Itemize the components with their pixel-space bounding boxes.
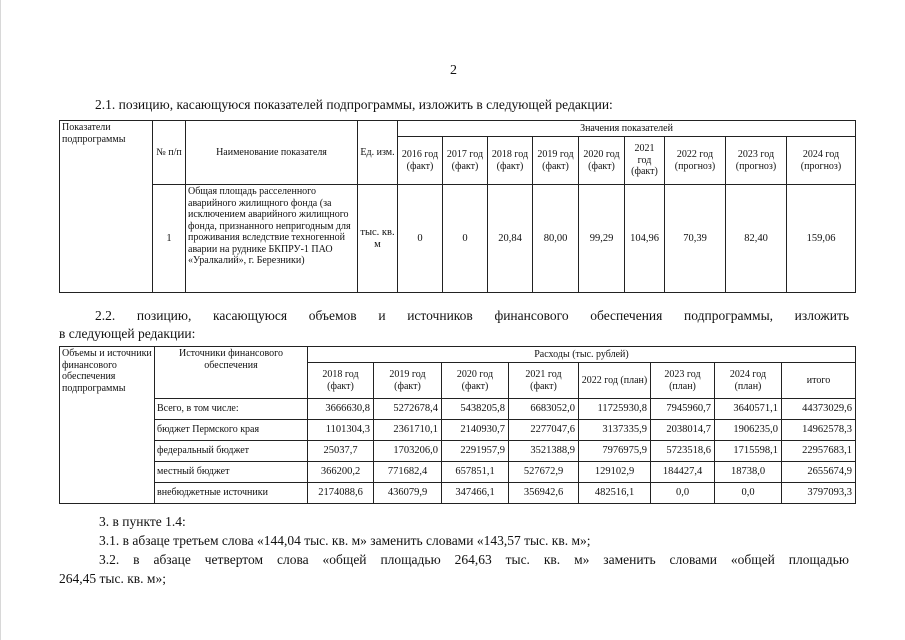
amount-cell: 3640571,1 xyxy=(715,399,782,420)
amount-cell: 3666630,8 xyxy=(308,399,374,420)
amount-cell: 527672,9 xyxy=(509,462,579,483)
amount-cell: 11725930,8 xyxy=(579,399,651,420)
year-header: 2022 год (прогноз) xyxy=(665,137,726,185)
table-row xyxy=(60,462,856,483)
value-cell: 70,39 xyxy=(665,185,726,293)
source-name: федеральный бюджет xyxy=(155,441,308,462)
amount-cell: 1101304,3 xyxy=(308,420,374,441)
amount-cell: 25037,7 xyxy=(308,441,374,462)
indicators-table xyxy=(59,120,856,293)
amount-cell: 14962578,3 xyxy=(782,420,856,441)
amount-cell: 6683052,0 xyxy=(509,399,579,420)
amount-cell: 2655674,9 xyxy=(782,462,856,483)
year-header: 2021 год (факт) xyxy=(625,137,665,185)
year-header: 2022 год (план) xyxy=(579,363,651,399)
header-volumes: Объемы и источники финансового обеспечения подпрограммы xyxy=(60,347,155,504)
amount-cell: 2174088,6 xyxy=(308,483,374,504)
value-cell: 80,00 xyxy=(533,185,579,293)
table-row xyxy=(60,483,856,504)
year-header: 2023 год (прогноз) xyxy=(726,137,787,185)
value-cell: 82,40 xyxy=(726,185,787,293)
year-header: 2020 год (факт) xyxy=(579,137,625,185)
year-header: 2018 год (факт) xyxy=(488,137,533,185)
amount-cell: 1703206,0 xyxy=(374,441,442,462)
amount-cell: 3137335,9 xyxy=(579,420,651,441)
section-3-text: 3. в пункте 1.4: xyxy=(99,514,186,529)
section-2-1-text: 2.1. позицию, касающуюся показателей подпрограммы, изложить в следующей редакции: xyxy=(95,97,613,112)
value-cell: 0 xyxy=(443,185,488,293)
header-name: Наименование показателя xyxy=(186,121,358,185)
financing-table xyxy=(59,346,856,504)
amount-cell: 7976975,9 xyxy=(579,441,651,462)
year-header: 2016 год (факт) xyxy=(398,137,443,185)
table-row xyxy=(60,420,856,441)
header-sources: Источники финансового обеспечения xyxy=(155,347,308,399)
amount-cell: 356942,6 xyxy=(509,483,579,504)
amount-cell: 1715598,1 xyxy=(715,441,782,462)
year-header: 2024 год (план) xyxy=(715,363,782,399)
header-number: № п/п xyxy=(153,121,186,185)
amount-cell: 0,0 xyxy=(651,483,715,504)
amount-cell: 0,0 xyxy=(715,483,782,504)
amount-cell: 436079,9 xyxy=(374,483,442,504)
header-expenses: Расходы (тыс. рублей) xyxy=(308,347,856,363)
section-2-2-text: 2.2. позицию, касающуюся объемов и источников финансового обеспечения подпрограммы, изложить xyxy=(95,308,849,323)
year-header: 2021 год (факт) xyxy=(509,363,579,399)
amount-cell: 2140930,7 xyxy=(442,420,509,441)
page-number: 2 xyxy=(450,63,457,78)
amount-cell: 5438205,8 xyxy=(442,399,509,420)
year-header: итого xyxy=(782,363,856,399)
source-name: Всего, в том числе: xyxy=(155,399,308,420)
amount-cell: 366200,2 xyxy=(308,462,374,483)
value-cell: 20,84 xyxy=(488,185,533,293)
section-3-1-text: 3.1. в абзаце третьем слова «144,04 тыс. кв. м» заменить словами «143,57 тыс. кв. м»; xyxy=(99,533,591,548)
value-cell: 104,96 xyxy=(625,185,665,293)
amount-cell: 3521388,9 xyxy=(509,441,579,462)
value-cell: 159,06 xyxy=(787,185,856,293)
section-2-2-continuation: в следующей редакции: xyxy=(59,326,196,341)
amount-cell: 44373029,6 xyxy=(782,399,856,420)
value-cell: 99,29 xyxy=(579,185,625,293)
year-header: 2024 год (прогноз) xyxy=(787,137,856,185)
amount-cell: 2277047,6 xyxy=(509,420,579,441)
year-header: 2019 год (факт) xyxy=(374,363,442,399)
table-row xyxy=(60,399,856,420)
amount-cell: 771682,4 xyxy=(374,462,442,483)
year-header: 2018 год (факт) xyxy=(308,363,374,399)
amount-cell: 657851,1 xyxy=(442,462,509,483)
amount-cell: 2361710,1 xyxy=(374,420,442,441)
header-indicators: Показатели подпрограммы xyxy=(60,121,153,293)
amount-cell: 22957683,1 xyxy=(782,441,856,462)
indicator-unit: тыс. кв. м xyxy=(358,185,398,293)
amount-cell: 2291957,9 xyxy=(442,441,509,462)
section-3-2-text: 3.2. в абзаце четвертом слова «общей площадью 264,63 тыс. кв. м» заменить словами «общей площадью xyxy=(99,552,849,567)
section-3-2-continuation: 264,45 тыс. кв. м»; xyxy=(59,571,166,586)
amount-cell: 5723518,6 xyxy=(651,441,715,462)
year-header: 2020 год (факт) xyxy=(442,363,509,399)
amount-cell: 5272678,4 xyxy=(374,399,442,420)
row-number: 1 xyxy=(153,185,186,293)
year-header: 2017 год (факт) xyxy=(443,137,488,185)
amount-cell: 1906235,0 xyxy=(715,420,782,441)
table-row xyxy=(60,441,856,462)
value-cell: 0 xyxy=(398,185,443,293)
amount-cell: 7945960,7 xyxy=(651,399,715,420)
amount-cell: 18738,0 xyxy=(715,462,782,483)
header-values: Значения показателей xyxy=(398,121,856,137)
header-unit: Ед. изм. xyxy=(358,121,398,185)
year-header: 2019 год (факт) xyxy=(533,137,579,185)
amount-cell: 184427,4 xyxy=(651,462,715,483)
year-header: 2023 год (план) xyxy=(651,363,715,399)
source-name: внебюджетные источники xyxy=(155,483,308,504)
amount-cell: 3797093,3 xyxy=(782,483,856,504)
source-name: бюджет Пермского края xyxy=(155,420,308,441)
indicator-name: Общая площадь расселенного аварийного жилищного фонда (за исключением аварийного жилищного фонда, признанного непригодным для проживания вследствие техногенной аварии на руднике БКПРУ-1 ПАО «Уралкалий», г. Березники) xyxy=(186,185,358,293)
amount-cell: 129102,9 xyxy=(579,462,651,483)
amount-cell: 347466,1 xyxy=(442,483,509,504)
source-name: местный бюджет xyxy=(155,462,308,483)
amount-cell: 482516,1 xyxy=(579,483,651,504)
amount-cell: 2038014,7 xyxy=(651,420,715,441)
